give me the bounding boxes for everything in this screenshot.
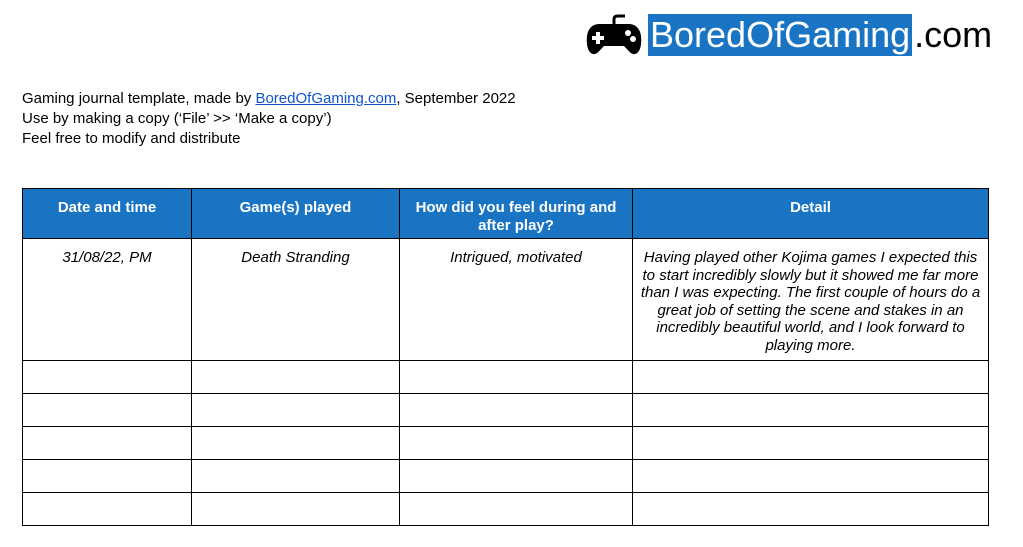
empty-cell[interactable]	[400, 361, 633, 394]
table-row	[23, 239, 989, 361]
empty-cell[interactable]	[400, 394, 633, 427]
header-date-time: Date and time	[23, 189, 192, 239]
empty-cell[interactable]	[400, 427, 633, 460]
intro-text	[22, 89, 516, 149]
gaming-journal-table	[22, 188, 989, 526]
intro-line-1	[22, 89, 516, 109]
intro-line-1-suffix: , September 2022	[396, 90, 516, 107]
gamepad-icon	[585, 14, 643, 56]
empty-cell[interactable]	[400, 460, 633, 493]
empty-cell[interactable]	[192, 394, 400, 427]
boredofgaming-link[interactable]: BoredOfGaming.com	[255, 90, 397, 107]
table-row	[23, 460, 989, 493]
empty-cell[interactable]	[23, 394, 192, 427]
empty-cell[interactable]	[23, 460, 192, 493]
intro-line-1-prefix: Gaming journal template, made by	[22, 90, 256, 107]
header-feelings: How did you feel during and after play?	[400, 189, 633, 239]
empty-cell[interactable]	[633, 361, 989, 394]
cell-game[interactable]: Death Stranding	[192, 239, 400, 361]
empty-cell[interactable]	[633, 493, 989, 526]
empty-cell[interactable]	[400, 493, 633, 526]
empty-cell[interactable]	[192, 493, 400, 526]
table-row	[23, 493, 989, 526]
site-logo	[585, 14, 992, 56]
logo-tld-text: .com	[914, 14, 993, 55]
logo-brand-text: BoredOfGaming	[650, 14, 911, 55]
empty-cell[interactable]	[633, 460, 989, 493]
cell-feeling[interactable]: Intrigued, motivated	[400, 239, 633, 361]
table-row	[23, 361, 989, 394]
table-header-row	[23, 189, 989, 239]
empty-cell[interactable]	[192, 427, 400, 460]
empty-cell[interactable]	[23, 493, 192, 526]
intro-line-2: Use by making a copy (‘File’ >> ‘Make a copy’)	[22, 110, 332, 127]
empty-cell[interactable]	[192, 361, 400, 394]
header-detail: Detail	[633, 189, 989, 239]
empty-cell[interactable]	[633, 394, 989, 427]
cell-detail[interactable]: Having played other Kojima games I expected this to start incredibly slowly but it showed me far more than I was expecting. The first couple of hours do a great job of setting the scene and stakes in an incredibly beautiful world, and I look forward to playing more.	[633, 239, 989, 361]
table-row	[23, 394, 989, 427]
table-row	[23, 427, 989, 460]
header-games-played: Game(s) played	[192, 189, 400, 239]
cell-date[interactable]: 31/08/22, PM	[23, 239, 192, 361]
empty-cell[interactable]	[23, 427, 192, 460]
empty-cell[interactable]	[633, 427, 989, 460]
empty-cell[interactable]	[23, 361, 192, 394]
empty-cell[interactable]	[192, 460, 400, 493]
intro-line-3: Feel free to modify and distribute	[22, 130, 241, 147]
